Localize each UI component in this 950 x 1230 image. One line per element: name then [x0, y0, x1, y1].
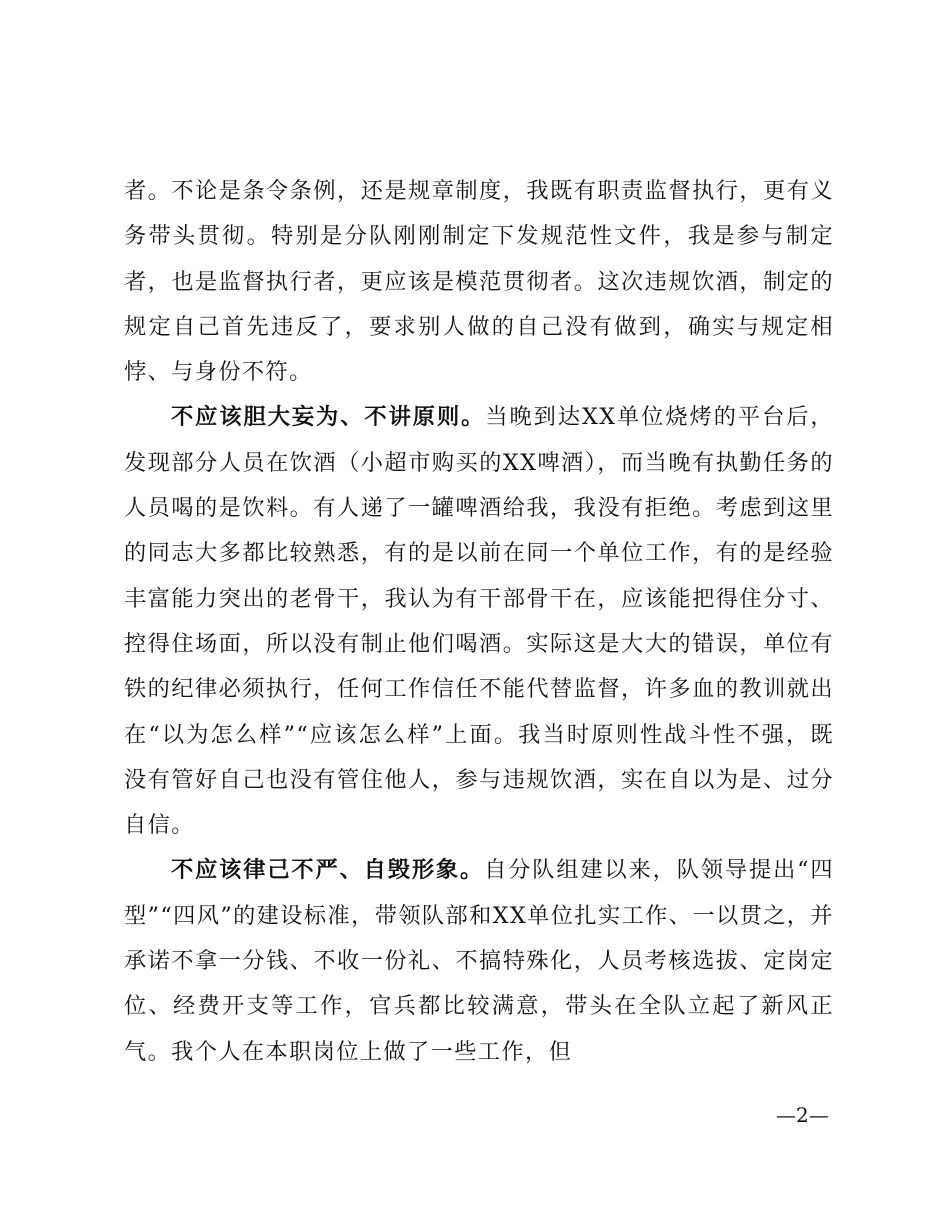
body-text [124, 169, 834, 1075]
paragraph-self-discipline [124, 848, 834, 1074]
paragraph-lead-heading: 不应该胆大妄为、不讲原则。 [171, 404, 486, 431]
paragraph-text: 自分队组建以来，队领导提出“四型”“四风”的建设标准，带领队部和XX单位扎实工作、一以贯之，并承诺不拿一分钱、不收一份礼、不搞特殊化，人员考核选拔、定岗定位、经费开支等工作，官兵都比较满意，带头在全队立起了新风正气。我个人在本职岗位上做了一些工作，但 [124, 857, 835, 1065]
paragraph-text: 当晚到达XX单位烧烤的平台后，发现部分人员在饮酒（小超市购买的XX啤酒），而当晚有执勤任务的人员喝的是饮料。有人递了一罐啤酒给我，我没有拒绝。考虑到这里的同志大多都比较熟悉，有的是以前在同一个单位工作，有的是经验丰富能力突出的老骨干，我认为有干部骨干在，应该能把得住分寸、控得住场面，所以没有制止他们喝酒。实际这是大大的错误，单位有铁的纪律必须执行，任何工作信任不能代替监督，许多血的教训就出在“以为怎么样”“应该怎么样”上面。我当时原则性战斗性不强，既没有管好自己也没有管住他人，参与违规饮酒，实在自以为是、过分自信。 [124, 404, 835, 839]
page-number: —2— [776, 1103, 829, 1127]
paragraph-text: 者。不论是条令条例，还是规章制度，我既有职责监督执行，更有义务带头贯彻。特别是分队刚刚制定下发规范性文件，我是参与制定者，也是监督执行者，更应该是模范贯彻者。这次违规饮酒，制定的规定自己首先违反了，要求别人做的自己没有做到，确实与规定相悖、与身份不符。 [124, 178, 834, 386]
paragraph-lead-heading: 不应该律己不严、自毁形象。 [171, 857, 485, 884]
paragraph-continuation [124, 169, 834, 395]
paragraph-principle [124, 395, 834, 848]
